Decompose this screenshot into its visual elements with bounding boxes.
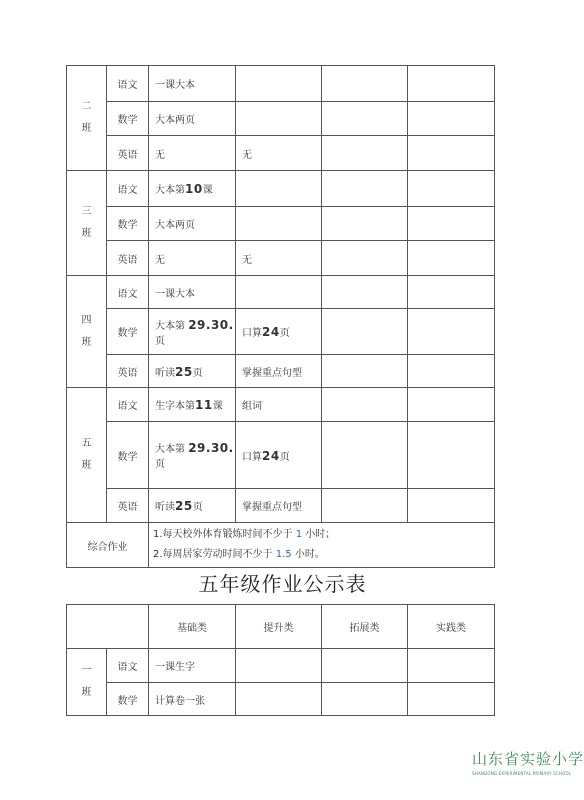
subject-cell: 英语 xyxy=(107,489,149,523)
subject-cell: 英语 xyxy=(107,355,149,388)
table-row xyxy=(67,422,495,489)
class-name-text: 五 班 xyxy=(81,438,92,471)
subject-cell: 数学 xyxy=(107,683,149,716)
table-row xyxy=(67,355,495,388)
basic-cell: 大本第 29.30. 页 xyxy=(149,309,236,355)
practice-cell xyxy=(408,309,495,355)
table-row xyxy=(67,171,495,207)
basic-cell: 一课生字 xyxy=(149,649,236,683)
class-name-text: 四 班 xyxy=(81,314,92,348)
improve-cell xyxy=(236,171,322,207)
class-label-1 xyxy=(67,649,107,716)
improve-cell: 组词 xyxy=(236,388,322,422)
practice-cell xyxy=(408,683,495,716)
practice-cell xyxy=(408,489,495,523)
improve-cell xyxy=(236,66,322,102)
summary-line-2: 2.每周居家劳动时间不少于 1.5 小时。 xyxy=(153,549,325,560)
basic-cell: 计算卷一张 xyxy=(149,683,236,716)
practice-cell xyxy=(408,136,495,171)
class-label-2 xyxy=(67,66,107,171)
table-row xyxy=(67,66,495,102)
practice-cell xyxy=(408,649,495,683)
practice-cell xyxy=(408,276,495,309)
subject-cell: 语文 xyxy=(107,66,149,102)
expand-cell xyxy=(322,276,408,309)
practice-cell xyxy=(408,422,495,489)
table-row xyxy=(67,241,495,276)
subject-cell: 英语 xyxy=(107,136,149,171)
basic-cell: 无 xyxy=(149,136,236,171)
summary-content xyxy=(149,523,495,568)
class-label-3 xyxy=(67,171,107,276)
improve-cell: 口算24页 xyxy=(236,422,322,489)
expand-cell xyxy=(322,683,408,716)
basic-cell: 听读25页 xyxy=(149,489,236,523)
expand-cell xyxy=(322,102,408,136)
header-expand: 拓展类 xyxy=(322,605,408,649)
practice-cell xyxy=(408,355,495,388)
page-title: 五年级作业公示表 xyxy=(198,572,367,596)
expand-cell xyxy=(322,207,408,241)
improve-cell: 掌握重点句型 xyxy=(236,355,322,388)
expand-cell xyxy=(322,649,408,683)
school-logo-en: SHANDONG EXPERIMENTAL PRIMARY SCHOOL xyxy=(472,771,572,776)
school-logo xyxy=(472,748,584,788)
table-row xyxy=(67,136,495,171)
practice-cell xyxy=(408,388,495,422)
improve-cell xyxy=(236,683,322,716)
class-name-text: 三 班 xyxy=(81,206,92,239)
practice-cell xyxy=(408,241,495,276)
table-row xyxy=(67,683,495,716)
practice-cell xyxy=(408,102,495,136)
improve-cell: 无 xyxy=(236,136,322,171)
subject-cell: 英语 xyxy=(107,241,149,276)
improve-cell xyxy=(236,276,322,309)
summary-label: 综合作业 xyxy=(67,523,149,568)
summary-row xyxy=(67,523,495,568)
header-practice: 实践类 xyxy=(408,605,495,649)
expand-cell xyxy=(322,355,408,388)
class-label-4 xyxy=(67,276,107,388)
table-row xyxy=(67,276,495,309)
practice-cell xyxy=(408,171,495,207)
table-row xyxy=(67,489,495,523)
subject-cell: 数学 xyxy=(107,207,149,241)
basic-cell: 大本两页 xyxy=(149,102,236,136)
expand-cell xyxy=(322,309,408,355)
school-logo-cn: 山东省实验小学 xyxy=(472,750,584,768)
practice-cell xyxy=(408,66,495,102)
table-row xyxy=(67,649,495,683)
improve-cell: 无 xyxy=(236,241,322,276)
subject-cell: 语文 xyxy=(107,388,149,422)
homework-table-grade5 xyxy=(66,604,495,716)
header-improve: 提升类 xyxy=(236,605,322,649)
summary-line-1: 1.每天校外体育锻炼时间不少于 1 小时； xyxy=(153,529,336,540)
improve-cell xyxy=(236,207,322,241)
practice-cell xyxy=(408,207,495,241)
basic-cell: 大本第10课 xyxy=(149,171,236,207)
expand-cell xyxy=(322,489,408,523)
basic-cell: 一课大本 xyxy=(149,66,236,102)
basic-cell: 生字本第11课 xyxy=(149,388,236,422)
basic-cell: 大本两页 xyxy=(149,207,236,241)
table-row xyxy=(67,388,495,422)
expand-cell xyxy=(322,136,408,171)
expand-cell xyxy=(322,241,408,276)
table-row xyxy=(67,207,495,241)
expand-cell xyxy=(322,422,408,489)
header-basic: 基础类 xyxy=(149,605,236,649)
subject-cell: 数学 xyxy=(107,422,149,489)
subject-cell: 数学 xyxy=(107,102,149,136)
basic-cell: 无 xyxy=(149,241,236,276)
subject-cell: 语文 xyxy=(107,649,149,683)
improve-cell xyxy=(236,649,322,683)
improve-cell: 口算24页 xyxy=(236,309,322,355)
class-label-5 xyxy=(67,388,107,523)
header-row xyxy=(67,605,495,649)
class-name-text: 二 班 xyxy=(81,101,92,134)
header-blank xyxy=(67,605,149,649)
table-row xyxy=(67,102,495,136)
basic-cell: 听读25页 xyxy=(149,355,236,388)
subject-cell: 语文 xyxy=(107,171,149,207)
basic-cell: 一课大本 xyxy=(149,276,236,309)
table-row xyxy=(67,309,495,355)
improve-cell xyxy=(236,102,322,136)
expand-cell xyxy=(322,66,408,102)
improve-cell: 掌握重点句型 xyxy=(236,489,322,523)
subject-cell: 语文 xyxy=(107,276,149,309)
expand-cell xyxy=(322,171,408,207)
subject-cell: 数学 xyxy=(107,309,149,355)
basic-cell: 大本第 29.30. 页 xyxy=(149,422,236,489)
homework-table-continued xyxy=(66,65,495,568)
expand-cell xyxy=(322,388,408,422)
class-name-text: 一 班 xyxy=(81,665,92,698)
